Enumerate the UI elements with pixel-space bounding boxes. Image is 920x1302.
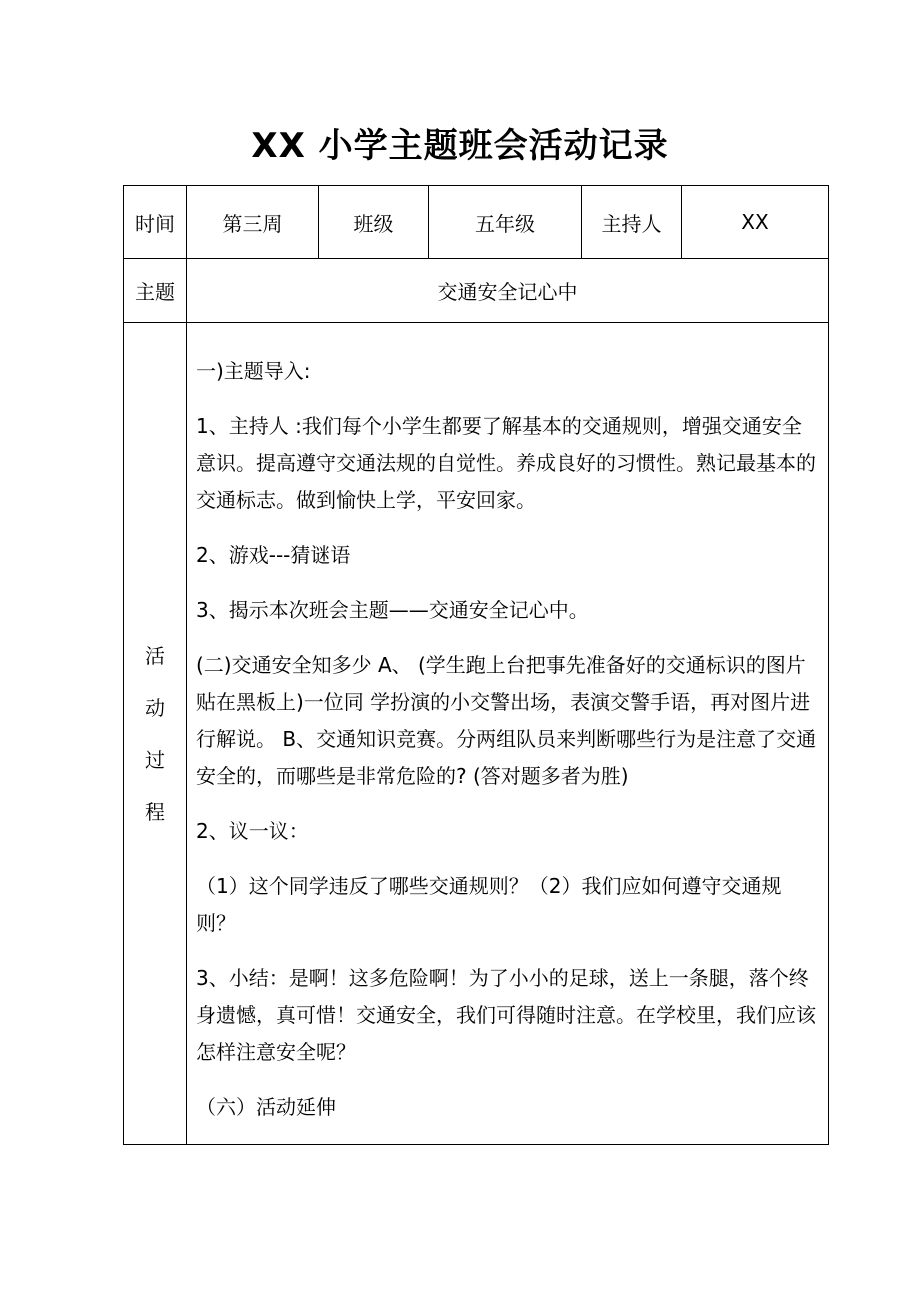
paragraph-game: 2、游戏---猜谜语 bbox=[196, 543, 351, 567]
time-value: 第三周 bbox=[187, 186, 319, 259]
topic-label: 主题 bbox=[124, 259, 187, 323]
time-label: 时间 bbox=[124, 186, 187, 259]
paragraph-traffic-knowledge: (二)交通安全知多少 A、 (学生跑上台把事先准备好的交通标识的图片贴在黑板上)一位同 学扮演的小交警出场，表演交警手语，再对图片进行解说。 B、交通知识竞赛。分两组队员来判断哪些行为是注意了交通安全的，而哪些是非常危险的? (答对题多者为胜) bbox=[196, 653, 817, 788]
paragraph-intro-heading: 一)主题导入: bbox=[196, 359, 311, 383]
process-label-char: 过 bbox=[145, 747, 165, 772]
paragraph-reveal-theme: 3、揭示本次班会主题——交通安全记心中。 bbox=[196, 598, 589, 622]
process-label-char: 活 bbox=[145, 643, 165, 668]
process-content bbox=[187, 323, 829, 1145]
host-label: 主持人 bbox=[582, 186, 682, 259]
page-title: XX 小学主题班会活动记录 bbox=[251, 126, 669, 166]
class-label: 班级 bbox=[319, 186, 429, 259]
class-value: 五年级 bbox=[429, 186, 582, 259]
process-label-char: 动 bbox=[145, 695, 165, 720]
process-label-char: 程 bbox=[145, 799, 165, 824]
paragraph-discuss-questions: （1）这个同学违反了哪些交通规则？（2）我们应如何遵守交通规则？ bbox=[196, 874, 782, 935]
topic-row bbox=[124, 259, 829, 323]
topic-value: 交通安全记心中 bbox=[187, 259, 829, 323]
process-label bbox=[124, 323, 187, 1145]
paragraph-extension: （六）活动延伸 bbox=[196, 1095, 336, 1119]
host-value: XX bbox=[682, 186, 829, 259]
paragraph-host-speech: 1、主持人 :我们每个小学生都要了解基本的交通规则，增强交通安全意识。提高遵守交通法规的自觉性。养成良好的习惯性。熟记最基本的交通标志。做到愉快上学，平安回家。 bbox=[196, 414, 816, 512]
process-row bbox=[124, 323, 829, 1145]
paragraph-discuss-heading: 2、议一议： bbox=[196, 819, 309, 843]
record-table bbox=[123, 185, 829, 1145]
paragraph-summary: 3、小结：是啊！这多危险啊！为了小小的足球，送上一条腿，落个终身遗憾，真可惜！交通安全，我们可得随时注意。在学校里，我们应该怎样注意安全呢？ bbox=[196, 966, 816, 1064]
header-row bbox=[124, 186, 829, 259]
